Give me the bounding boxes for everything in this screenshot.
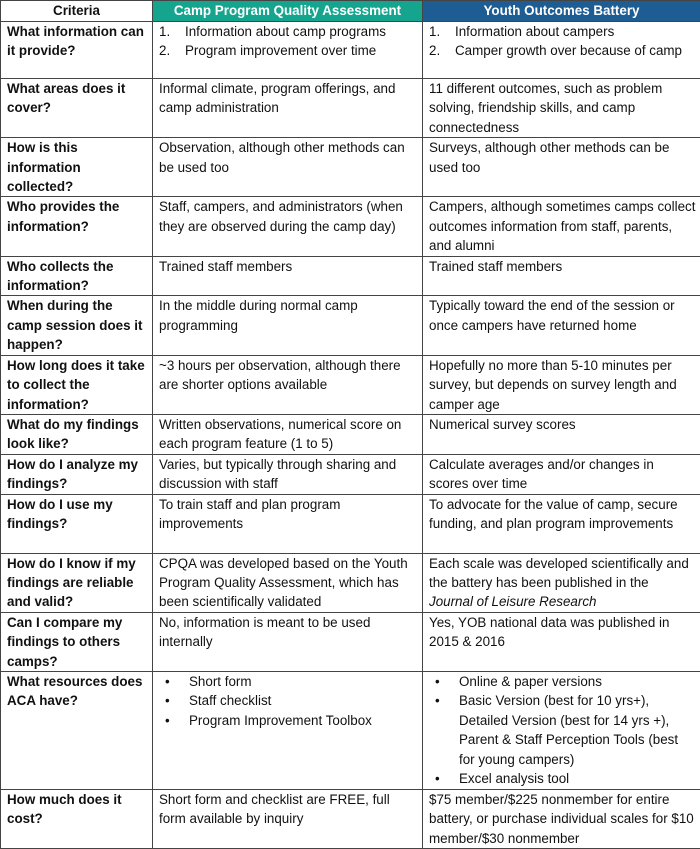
numbered-list xyxy=(159,22,418,61)
yob-cell: Campers, although sometimes camps collect outcomes information from staff, parents, and alumni xyxy=(423,197,700,256)
table-row xyxy=(1,79,700,138)
cpqa-cell xyxy=(153,671,423,789)
yob-cell: To advocate for the value of camp, secure funding, and plan program improvements xyxy=(423,494,700,553)
yob-cell: $75 member/$225 nonmember for entire battery, or purchase individual scales for $10 member/$30 nonmember xyxy=(423,789,700,848)
bullet-icon: • xyxy=(429,769,459,788)
table-row xyxy=(1,612,700,671)
header-cpqa: Camp Program Quality Assessment xyxy=(153,1,423,22)
table-row xyxy=(1,138,700,197)
cpqa-cell: Observation, although other methods can be used too xyxy=(153,138,423,197)
list-item: • Online & paper versions xyxy=(429,672,696,691)
table-row xyxy=(1,494,700,553)
criteria-cell: Who collects the information? xyxy=(1,256,153,296)
numbered-list xyxy=(429,22,696,61)
criteria-cell: How much does it cost? xyxy=(1,789,153,848)
yob-cell: Calculate averages and/or changes in scores over time xyxy=(423,454,700,494)
yob-cell xyxy=(423,553,700,612)
cpqa-cell: Trained staff members xyxy=(153,256,423,296)
criteria-cell: Can I compare my findings to others camps? xyxy=(1,612,153,671)
criteria-cell: How is this information collected? xyxy=(1,138,153,197)
yob-cell xyxy=(423,22,700,79)
cpqa-cell: Written observations, numerical score on each program feature (1 to 5) xyxy=(153,414,423,454)
criteria-cell: How long does it take to collect the information? xyxy=(1,355,153,414)
list-item: 2. Camper growth over because of camp xyxy=(429,41,696,60)
bullet-list xyxy=(159,672,418,730)
criteria-cell: What information can it provide? xyxy=(1,22,153,79)
criteria-cell: What resources does ACA have? xyxy=(1,671,153,789)
header-row xyxy=(1,1,700,22)
yob-cell: Yes, YOB national data was published in 2015 & 2016 xyxy=(423,612,700,671)
bullet-icon: • xyxy=(159,691,189,710)
criteria-cell: Who provides the information? xyxy=(1,197,153,256)
list-item: 2. Program improvement over time xyxy=(159,41,418,60)
list-item: 1. Information about camp programs xyxy=(159,22,418,41)
table-row xyxy=(1,197,700,256)
bullet-icon: • xyxy=(429,672,459,691)
yob-cell: Surveys, although other methods can be used too xyxy=(423,138,700,197)
table-row xyxy=(1,553,700,612)
bullet-icon: • xyxy=(159,672,189,691)
table-row xyxy=(1,22,700,79)
yob-cell xyxy=(423,671,700,789)
cpqa-cell: To train staff and plan program improvements xyxy=(153,494,423,553)
criteria-cell: How do I analyze my findings? xyxy=(1,454,153,494)
list-item: • Short form xyxy=(159,672,418,691)
journal-title: Journal of Leisure Research xyxy=(429,594,596,609)
cpqa-cell: In the middle during normal camp programming xyxy=(153,296,423,355)
criteria-cell: How do I know if my findings are reliable and valid? xyxy=(1,553,153,612)
yob-text: Each scale was developed scientifically and the battery has been published in the xyxy=(429,556,689,590)
header-yob: Youth Outcomes Battery xyxy=(423,1,700,22)
yob-cell: Numerical survey scores xyxy=(423,414,700,454)
criteria-cell: How do I use my findings? xyxy=(1,494,153,553)
yob-cell: 11 different outcomes, such as problem solving, friendship skills, and camp connectedness xyxy=(423,79,700,138)
criteria-cell: What do my findings look like? xyxy=(1,414,153,454)
table-row xyxy=(1,671,700,789)
table-row xyxy=(1,414,700,454)
yob-cell: Trained staff members xyxy=(423,256,700,296)
table-row xyxy=(1,355,700,414)
bullet-list xyxy=(429,672,696,788)
cpqa-cell: Informal climate, program offerings, and camp administration xyxy=(153,79,423,138)
list-item: • Excel analysis tool xyxy=(429,769,696,788)
bullet-icon: • xyxy=(159,711,189,730)
list-item: • Program Improvement Toolbox xyxy=(159,711,418,730)
bullet-icon: • xyxy=(429,691,459,769)
table-row xyxy=(1,256,700,296)
table-row xyxy=(1,454,700,494)
yob-cell: Typically toward the end of the session or once campers have returned home xyxy=(423,296,700,355)
criteria-cell: When during the camp session does it happen? xyxy=(1,296,153,355)
table-row xyxy=(1,789,700,848)
cpqa-cell: Varies, but typically through sharing and discussion with staff xyxy=(153,454,423,494)
cpqa-cell: Short form and checklist are FREE, full form available by inquiry xyxy=(153,789,423,848)
cpqa-cell: No, information is meant to be used internally xyxy=(153,612,423,671)
yob-cell: Hopefully no more than 5-10 minutes per survey, but depends on survey length and camper age xyxy=(423,355,700,414)
cpqa-cell xyxy=(153,22,423,79)
cpqa-cell: ~3 hours per observation, although there are shorter options available xyxy=(153,355,423,414)
header-criteria: Criteria xyxy=(1,1,153,22)
list-item: • Staff checklist xyxy=(159,691,418,710)
list-item: • Basic Version (best for 10 yrs+), Detailed Version (best for 14 yrs +), Parent & Staff Perception Tools (best for young campers) xyxy=(429,691,696,769)
cpqa-cell: Staff, campers, and administrators (when they are observed during the camp day) xyxy=(153,197,423,256)
list-item: 1. Information about campers xyxy=(429,22,696,41)
table-row xyxy=(1,296,700,355)
criteria-cell: What areas does it cover? xyxy=(1,79,153,138)
cpqa-cell: CPQA was developed based on the Youth Program Quality Assessment, which has been scientifically validated xyxy=(153,553,423,612)
